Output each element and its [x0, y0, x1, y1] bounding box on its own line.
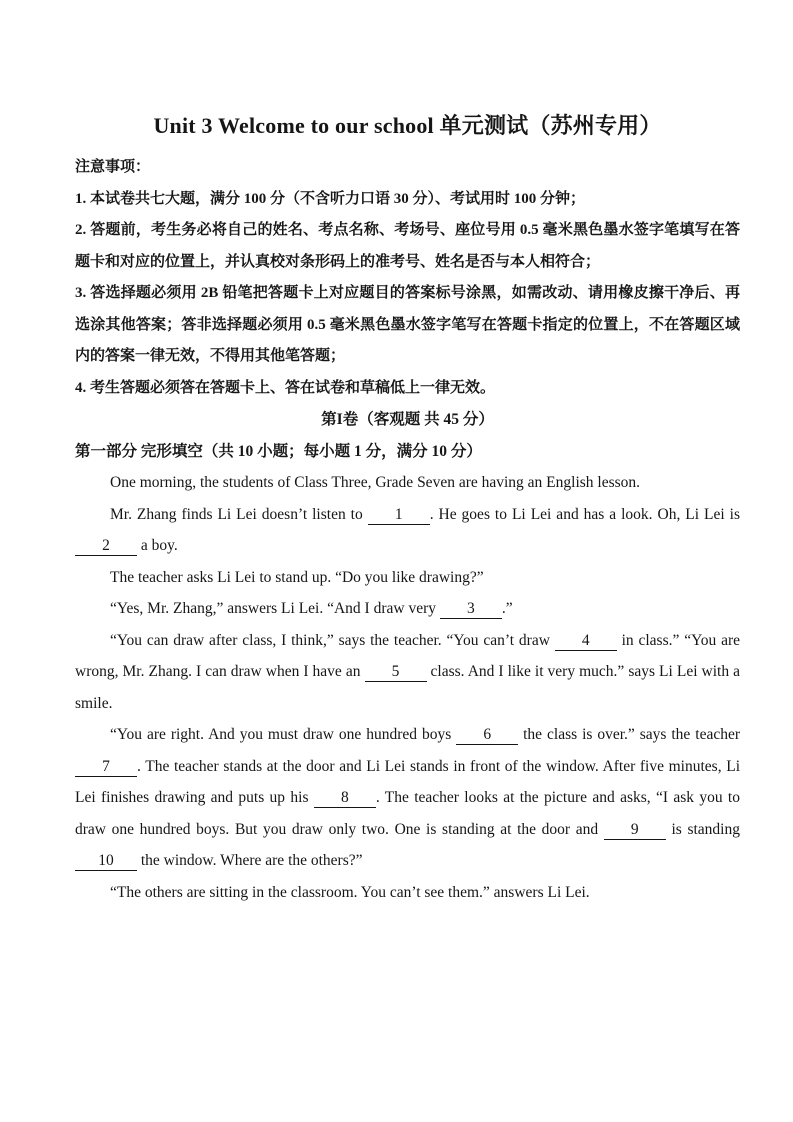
- passage-paragraph: The teacher asks Li Lei to stand up. “Do you like drawing?”: [110, 568, 484, 586]
- cloze-blank-8: 8: [314, 789, 376, 808]
- passage-paragraph: “The others are sitting in the classroom. You can’t see them.” answers Li Lei.: [110, 883, 590, 901]
- cloze-blank-3: 3: [440, 600, 502, 619]
- passage-paragraph: “You are right. And you must draw one hundred boys 6 the class is over.” says the teacher 7 . The teacher stands at the door and Li Lei stands in front of the window. After five minutes, Li Lei finishes drawing and puts up his 8 . The teacher looks at the picture and asks, “I ask you to draw one hundred boys. But you draw only two. One is standing at the door and 9 is standing 10 the window. Where are the others?”: [75, 726, 740, 869]
- cloze-blank-4: 4: [555, 632, 617, 651]
- passage: [75, 467, 740, 908]
- passage-paragraph: One morning, the students of Class Three, Grade Seven are having an English lesson.: [110, 474, 641, 491]
- notice-item: 4. 考生答题必须答在答题卡上、答在试卷和草稿低上一律无效。: [75, 379, 496, 396]
- notice-item: 1. 本试卷共七大题，满分 100 分（不含听力口语 30 分）、考试用时 100 分钟；: [75, 190, 586, 207]
- cloze-blank-6: 6: [456, 726, 518, 745]
- volume-heading: 第I卷（客观题 共 45 分）: [321, 411, 494, 428]
- cloze-blank-7: 7: [75, 758, 137, 777]
- notice-item: 2. 答题前，考生务必将自己的姓名、考点名称、考场号、座位号用 0.5 毫米黑色墨水签字笔填写在答题卡和对应的位置上，并认真校对条形码上的准考号、姓名是否与本人相符合；: [75, 222, 740, 270]
- notice-item: 3. 答选择题必须用 2B 铅笔把答题卡上对应题目的答案标号涂黑，如需改动、请用橡皮擦干净后、再选涂其他答案；答非选择题必须用 0.5 毫米黑色墨水签字笔写在答题卡指定的位置上，不在答题区域内的答案一律无效，不得用其他笔答题；: [75, 285, 740, 364]
- document-content: [75, 110, 740, 908]
- cloze-blank-1: 1: [368, 506, 430, 525]
- notices-list: [75, 184, 740, 405]
- passage-paragraph: “Yes, Mr. Zhang,” answers Li Lei. “And I draw very 3 .”: [110, 600, 513, 617]
- cloze-blank-10: 10: [75, 852, 137, 871]
- cloze-blank-9: 9: [604, 821, 666, 840]
- section-heading: 第一部分 完形填空（共 10 小题；每小题 1 分，满分 10 分）: [75, 442, 482, 460]
- cloze-blank-5: 5: [365, 663, 427, 682]
- passage-paragraph: Mr. Zhang finds Li Lei doesn’t listen to 1 . He goes to Li Lei and has a look. Oh, Li Lei is 2 a boy.: [75, 499, 740, 562]
- passage-paragraph: “You can draw after class, I think,” says the teacher. “You can’t draw 4 in class.” “You are wrong, Mr. Zhang. I can draw when I have an 5 class. And I like it very much.” says Li Lei with a smile.: [75, 631, 741, 712]
- notices-heading: 注意事项：: [75, 159, 151, 175]
- document-title: Unit 3 Welcome to our school 单元测试（苏州专用）: [153, 113, 662, 138]
- cloze-blank-2: 2: [75, 537, 137, 556]
